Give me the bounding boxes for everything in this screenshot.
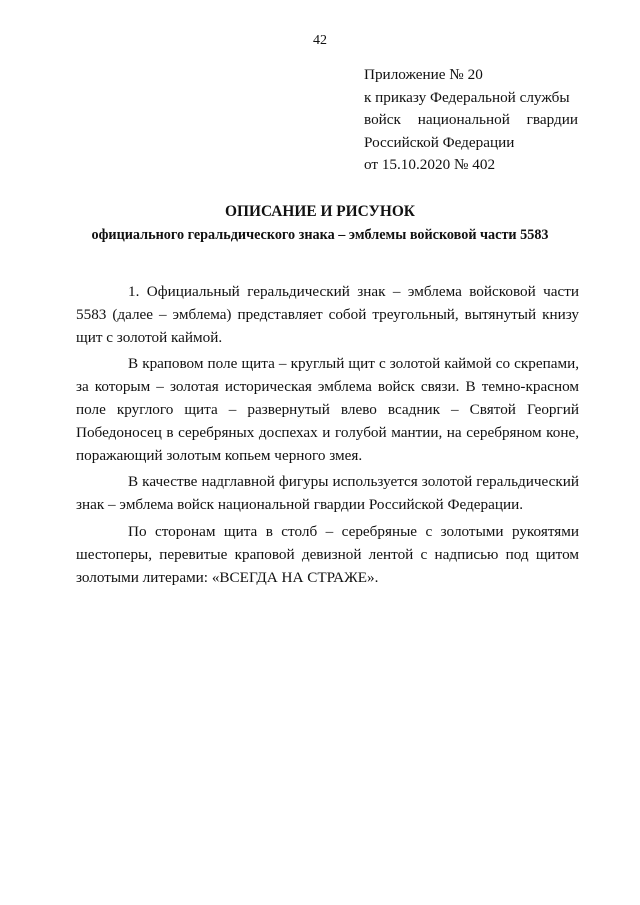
document-subtitle: официального геральдического знака – эмблемы войсковой части 5583 — [91, 227, 549, 243]
appendix-line-1: Приложение № 20 — [364, 66, 483, 83]
paragraph: В краповом поле щита – круглый щит с золотой каймой со скрепами, за которым – золотая историческая эмблема войск связи. В темно-красном поле круглого щита – развернутый влево всадник – Святой Георгий Победоносец в серебряных доспехах и голубой мантии, на серебряном коне, поражающий золотым копьем черного змея. — [76, 355, 579, 464]
paragraph: 1. Официальный геральдический знак – эмблема войсковой части 5583 (далее – эмблема) представляет собой треугольный, вытянутый книзу щит с золотой каймой. — [76, 283, 579, 346]
appendix-word: национальной — [417, 111, 510, 129]
appendix-word: гвардии — [526, 111, 578, 129]
paragraph: По сторонам щита в столб – серебряные с золотыми рукоятями шестоперы, перевитые краповой девизной лентой с надписью под щитом золотыми литерами: «ВСЕГДА НА СТРАЖЕ». — [76, 522, 579, 586]
document-body — [76, 281, 579, 593]
appendix-line-3 — [364, 109, 578, 132]
appendix-word: войск — [364, 111, 401, 129]
appendix-block — [364, 64, 578, 177]
appendix-line-5: от 15.10.2020 № 402 — [364, 156, 496, 174]
paragraph: В качестве надглавной фигуры используется золотой геральдический знак – эмблема войск национальной гвардии Российской Федерации. — [76, 473, 579, 514]
page-number: 42 — [313, 33, 327, 48]
document-title: ОПИСАНИЕ И РИСУНОК — [225, 203, 415, 220]
appendix-line-4: Российской Федерации — [364, 133, 515, 151]
appendix-line-2: к приказу Федеральной службы — [364, 88, 570, 106]
